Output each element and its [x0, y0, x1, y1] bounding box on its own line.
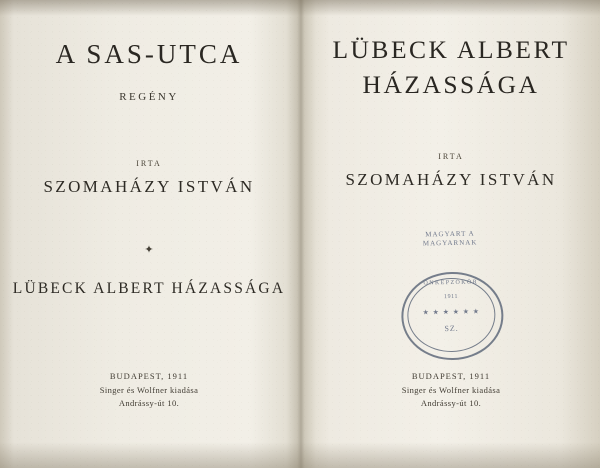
stamp-ring-top-text: ÖNKÉPZŐKÖR [423, 279, 479, 287]
left-imprint-city-year: BUDAPEST, 1911 [109, 371, 189, 382]
stamp-arc-text [394, 229, 506, 250]
right-page-imprint [302, 370, 600, 410]
stamp-ring-mid-text: 1911 [443, 293, 459, 301]
right-imprint-city-year: BUDAPEST, 1911 [411, 371, 491, 382]
right-imprint-address: Andrássy-út 10. [420, 397, 482, 408]
right-page [302, 0, 600, 468]
right-page-title-line2: HÁZASSÁGA [362, 70, 540, 100]
left-page-secondary-title: LÜBECK ALBERT HÁZASSÁGA [12, 279, 286, 297]
stamp-ring-bottom-text: SZ. [444, 323, 459, 334]
left-page-author: SZOMAHÁZY ISTVÁN [43, 176, 255, 196]
library-stamp [394, 227, 508, 361]
left-page-imprint [0, 370, 298, 410]
left-imprint-address: Andrássy-út 10. [118, 397, 180, 408]
right-page-author: SZOMAHÁZY ISTVÁN [345, 170, 557, 190]
stamp-arc-line1: MAGYART A [425, 229, 475, 239]
stamp-stars-icon: ★ ★ ★ ★ ★ ★ [422, 307, 481, 317]
right-page-byline-label: IRTA [438, 152, 464, 162]
left-page-title: A SAS-UTCA [55, 39, 243, 69]
left-page-subtitle: REGÉNY [119, 90, 179, 103]
right-page-title-line1: LÜBECK ALBERT [332, 35, 570, 64]
right-imprint-publisher: Singer és Wolfner kiadása [401, 384, 501, 395]
ornament-icon: ✦ [144, 243, 154, 256]
stamp-arc-line2: MAGYARNAK [422, 238, 478, 248]
left-imprint-publisher: Singer és Wolfner kiadása [99, 384, 199, 395]
left-page [0, 0, 298, 468]
left-page-byline-label: IRTA [136, 158, 162, 168]
